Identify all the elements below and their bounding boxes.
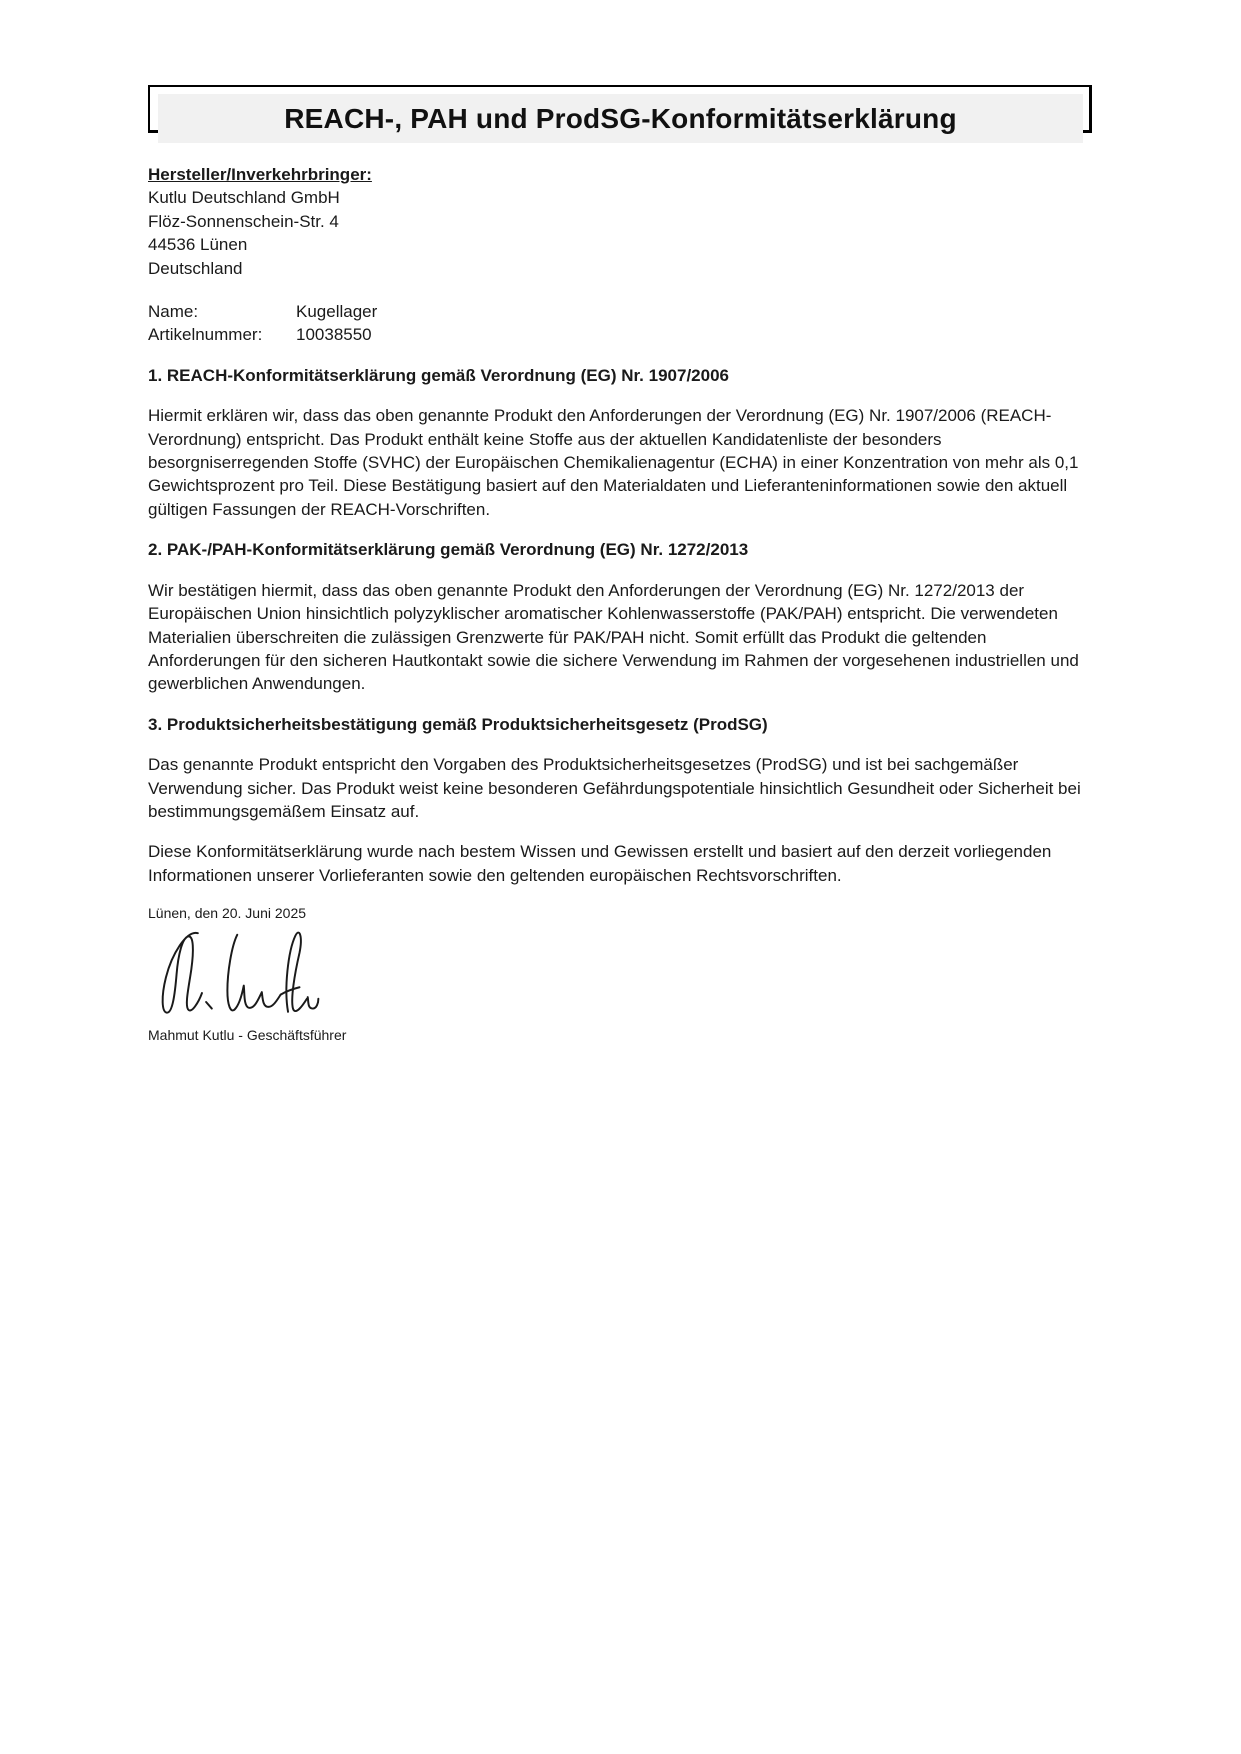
closing-statement: Diese Konformitätserklärung wurde nach bestem Wissen und Gewissen erstellt und basiert auf den derzeit vorliegenden Informationen unserer Vorlieferanten sowie den geltenden europäischen Rechtsvorschriften. <box>148 842 1052 885</box>
manufacturer-street: Flöz-Sonnenschein-Str. 4 <box>148 211 339 231</box>
product-name-label: Name: <box>148 302 199 322</box>
product-article-value: 10038550 <box>296 325 372 345</box>
document-title: REACH-, PAH und ProdSG-Konformitätserklärung <box>158 94 1083 143</box>
section-reach-body: Hiermit erklären wir, dass das oben genannte Produkt den Anforderungen der Verordnung (EG) Nr. 1907/2006 (REACH-Verordnung) entspricht. Das Produkt enthält keine Stoffe aus der aktuellen Kandidatenliste der besonders besorgniserregenden Stoffe (SVHC) der Europäischen Chemikalienagentur (ECHA) in einer Konzentration von mehr als 0,1 Gewichtsprozent pro Teil. Diese Bestätigung basiert auf den Materialdaten und Lieferanteninformationen sowie den aktuell gültigen Fassungen der REACH-Vorschriften. <box>148 406 1079 519</box>
manufacturer-country: Deutschland <box>148 258 243 278</box>
section-prodsg-body: Das genannte Produkt entspricht den Vorgaben des Produktsicherheitsgesetzes (ProdSG) und ist bei sachgemäßer Verwendung sicher. Das Produkt weist keine besonderen Gefährdungspotentiale hinsichtlich Gesundheit oder Sicherheit bei bestimmungsgemäßem Einsatz auf. <box>148 755 1081 821</box>
signature-svg <box>152 925 320 1020</box>
signature-image <box>152 925 1092 1020</box>
product-name-value: Kugellager <box>296 302 378 322</box>
manufacturer-city: 44536 Lünen <box>148 235 248 255</box>
section-prodsg <box>148 713 1092 824</box>
manufacturer-company: Kutlu Deutschland GmbH <box>148 188 340 208</box>
title-box <box>148 85 1092 133</box>
section-prodsg-heading: 3. Produktsicherheitsbestätigung gemäß Produktsicherheitsgesetz (ProdSG) <box>148 714 768 734</box>
section-pah <box>148 538 1092 695</box>
product-article-row <box>148 323 1092 346</box>
section-reach-heading: 1. REACH-Konformitätserklärung gemäß Verordnung (EG) Nr. 1907/2006 <box>148 365 729 385</box>
manufacturer-block <box>148 163 1092 280</box>
section-pah-body: Wir bestätigen hiermit, dass das oben genannte Produkt den Anforderungen der Verordnung (EG) Nr. 1272/2013 der Europäischen Union hinsichtlich polyzyklischer aromatischer Kohlenwasserstoffe (PAK/PAH) entspricht. Die verwendeten Materialien überschreiten die zulässigen Grenzwerte für PAK/PAH nicht. Somit erfüllt das Produkt die geltenden Anforderungen für den sicheren Hautkontakt sowie die sichere Verwendung im Rahmen der vorgesehenen industriellen und gewerblichen Anwendungen. <box>148 580 1079 694</box>
product-article-label: Artikelnummer: <box>148 325 263 345</box>
section-reach <box>148 364 1092 521</box>
manufacturer-heading: Hersteller/Inverkehrbringer: <box>148 165 372 184</box>
section-pah-heading: 2. PAK-/PAH-Konformitätserklärung gemäß Verordnung (EG) Nr. 1272/2013 <box>148 540 749 560</box>
place-date-line: Lünen, den 20. Juni 2025 <box>148 905 307 922</box>
signer-name-line: Mahmut Kutlu - Geschäftsführer <box>148 1027 347 1044</box>
product-name-row <box>148 300 1092 323</box>
product-block <box>148 300 1092 347</box>
